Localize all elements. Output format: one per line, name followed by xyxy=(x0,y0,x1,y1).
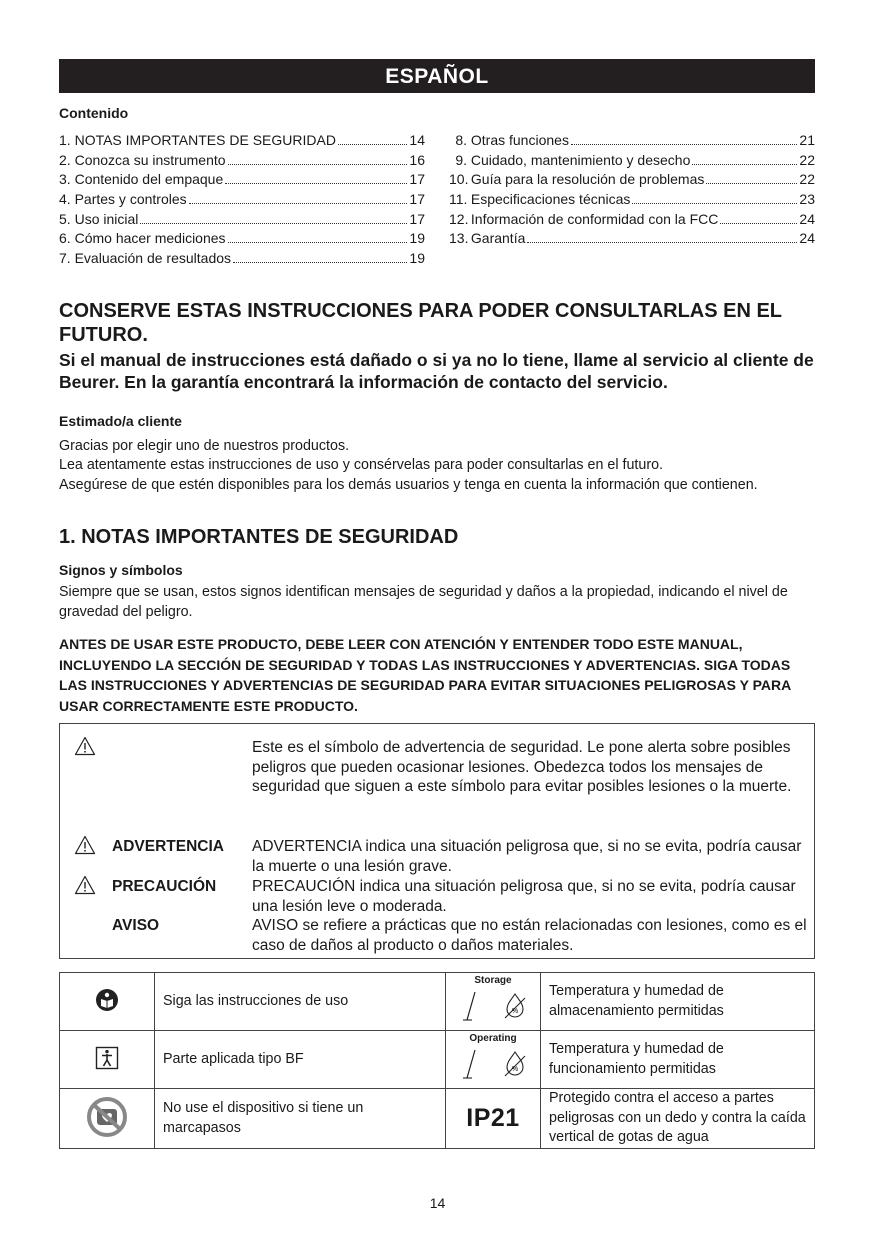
symbol-description: Parte aplicada tipo BF xyxy=(155,1031,446,1089)
warning-symbol-description: Este es el símbolo de advertencia de seguridad. Le pone alerta sobre posibles peligros que pueden ocasionar lesiones. Obedezca todos los mensajes de seguridad que siguen a este símbolo para evitar posibles lesiones o la muerte. xyxy=(252,739,792,796)
toc-entry[interactable]: 8. Otras funciones 21 xyxy=(455,132,815,148)
advertencia-description: ADVERTENCIA indica una situación peligrosa que, si no se evita, podría causar la muerte o una lesión grave. xyxy=(252,838,802,875)
toc-entry[interactable]: 1. NOTAS IMPORTANTES DE SEGURIDAD 14 xyxy=(59,132,425,148)
toc-entry[interactable]: 11. Especificaciones técnicas 23 xyxy=(449,191,815,208)
toc-entry-page: 17 xyxy=(409,171,425,188)
aviso-description: AVISO se refiere a prácticas que no están relacionadas con lesiones, como es el caso de daños al producto o daños materiales. xyxy=(252,917,807,954)
table-row xyxy=(60,1089,815,1149)
warning-triangle-icon xyxy=(74,875,96,895)
symbol-description: Temperatura y humedad de almacenamiento permitidas xyxy=(541,973,815,1031)
toc-entry-label: Garantía xyxy=(470,230,526,247)
table-row xyxy=(60,1031,815,1089)
warning-levels-box xyxy=(59,723,815,959)
safety-section-title: 1. NOTAS IMPORTANTES DE SEGURIDAD xyxy=(59,526,459,549)
toc-entry-page: 16 xyxy=(409,151,425,168)
toc-entry[interactable]: 5. Uso inicial 17 xyxy=(59,210,425,227)
toc-entry[interactable]: 10. Guía para la resolución de problemas 22 xyxy=(449,171,815,188)
table-row xyxy=(60,973,815,1031)
keep-instructions-heading: CONSERVE ESTAS INSTRUCCIONES PARA PODER CONSULTARLAS EN EL FUTURO. xyxy=(59,299,782,346)
toc-entry-label: Otras funciones xyxy=(470,132,569,148)
keep-instructions-subheading: Si el manual de instrucciones está dañado o si ya no lo tiene, llame al servicio al cliente de Beurer. En la garantía encontrará la información de contacto del servicio. xyxy=(59,349,814,392)
table-of-contents xyxy=(59,132,815,270)
toc-entry-page: 22 xyxy=(799,151,815,168)
read-instructions-icon xyxy=(95,988,119,1012)
warning-triangle-icon xyxy=(74,736,96,756)
toc-entry[interactable]: 2. Conozca su instrumento 16 xyxy=(59,151,425,168)
toc-entry[interactable]: 7. Evaluación de resultados 19 xyxy=(59,250,425,267)
toc-entry-page: 21 xyxy=(799,132,815,148)
operating-caption: Operating xyxy=(469,1033,517,1045)
toc-entry[interactable]: 4. Partes y controles 17 xyxy=(59,191,425,208)
bf-applied-part-icon xyxy=(95,1046,119,1070)
language-banner: ESPAÑOL xyxy=(59,59,815,93)
toc-entry-page: 19 xyxy=(409,230,425,247)
toc-entry[interactable]: 3. Contenido del empaque 17 xyxy=(59,171,425,188)
symbols-table xyxy=(59,972,815,1149)
toc-entry-label: Partes y controles xyxy=(74,191,187,208)
toc-entry-page: 24 xyxy=(799,210,815,227)
symbol-description: Temperatura y humedad de funcionamiento permitidas xyxy=(541,1031,815,1089)
toc-entry-label: Evaluación de resultados xyxy=(74,250,232,267)
toc-entry-label: NOTAS IMPORTANTES DE SEGURIDAD xyxy=(74,132,336,148)
toc-entry[interactable]: 12. Información de conformidad con la FCC 24 xyxy=(449,210,815,227)
page xyxy=(59,59,815,1149)
ip21-rating: IP21 xyxy=(466,1104,520,1133)
signs-heading: Signos y símbolos xyxy=(59,562,183,579)
toc-entry-page: 17 xyxy=(409,210,425,227)
storage-caption: Storage xyxy=(474,975,512,987)
symbol-cell xyxy=(446,973,541,1031)
customer-text: Gracias por elegir uno de nuestros productos. Lea atentamente estas instrucciones de uso y consérvelas para poder consultarlas en el futuro. Asegúrese de que estén disponibles para los demás usuarios y tenga en cuenta la información que contienen. xyxy=(59,437,758,493)
storage-temp-humidity-icon xyxy=(453,986,533,1026)
toc-entry-label: Uso inicial xyxy=(74,210,139,227)
symbol-cell xyxy=(446,1089,541,1149)
toc-entry-page: 24 xyxy=(799,230,815,247)
toc-title: Contenido xyxy=(59,105,129,121)
toc-entry-page: 19 xyxy=(409,250,425,267)
toc-entry-page: 17 xyxy=(409,191,425,208)
toc-entry[interactable]: 9. Cuidado, mantenimiento y desecho 22 xyxy=(455,151,815,168)
operating-temp-humidity-icon xyxy=(453,1044,533,1084)
toc-entry-page: 23 xyxy=(799,191,815,208)
symbol-cell xyxy=(60,1031,155,1089)
toc-entry-page: 22 xyxy=(799,171,815,188)
toc-entry-label: Información de conformidad con la FCC xyxy=(470,210,719,227)
read-manual-warning: ANTES DE USAR ESTE PRODUCTO, DEBE LEER CON ATENCIÓN Y ENTENDER TODO ESTE MANUAL, INCLUYENDO LA SECCIÓN DE SEGURIDAD Y TODAS LAS INSTRUCCIONES Y ADVERTENCIAS. SIGA TODAS LAS INSTRUCCIONES Y ADVERTENCIAS DE SEGURIDAD PARA EVITAR SITUACIONES PELIGROSAS Y PARA USAR CORRECTAMENTE ESTE PRODUCTO. xyxy=(59,636,791,714)
no-pacemaker-icon xyxy=(86,1096,128,1138)
advertencia-label: ADVERTENCIA xyxy=(112,838,224,856)
page-number: 14 xyxy=(429,1195,446,1211)
symbol-description: Protegido contra el acceso a partes peligrosas con un dedo y contra la caída vertical de gotas de agua xyxy=(541,1089,815,1149)
symbol-description: Siga las instrucciones de uso xyxy=(155,973,446,1031)
signs-text: Siempre que se usan, estos signos identifican mensajes de seguridad y daños a la propiedad, indicando el nivel de gravedad del peligro. xyxy=(59,584,788,620)
precaucion-description: PRECAUCIÓN indica una situación peligrosa que, si no se evita, podría causar una lesión leve o moderada. xyxy=(252,878,796,915)
toc-entry-label: Especificaciones técnicas xyxy=(470,191,631,208)
warning-triangle-icon xyxy=(74,835,96,855)
toc-entry-label: Cuidado, mantenimiento y desecho xyxy=(470,151,691,168)
toc-entry-label: Guía para la resolución de problemas xyxy=(470,171,705,188)
toc-entry[interactable]: 13. Garantía 24 xyxy=(449,230,815,247)
aviso-label: AVISO xyxy=(112,917,160,935)
toc-left-column xyxy=(59,132,425,270)
toc-entry-page: 14 xyxy=(409,132,425,148)
toc-entry-label: Conozca su instrumento xyxy=(74,151,226,168)
toc-entry-label: Cómo hacer mediciones xyxy=(74,230,226,247)
svg-text:%: % xyxy=(511,1065,519,1073)
toc-right-column xyxy=(449,132,815,270)
precaucion-label: PRECAUCIÓN xyxy=(112,878,217,896)
symbol-cell xyxy=(60,973,155,1031)
customer-heading: Estimado/a cliente xyxy=(59,412,182,429)
toc-entry[interactable]: 6. Cómo hacer mediciones 19 xyxy=(59,230,425,247)
symbol-description: No use el dispositivo si tiene un marcapasos xyxy=(155,1089,446,1149)
symbol-cell xyxy=(446,1031,541,1089)
toc-entry-label: Contenido del empaque xyxy=(74,171,224,188)
symbol-cell xyxy=(60,1089,155,1149)
svg-text:%: % xyxy=(511,1007,519,1015)
